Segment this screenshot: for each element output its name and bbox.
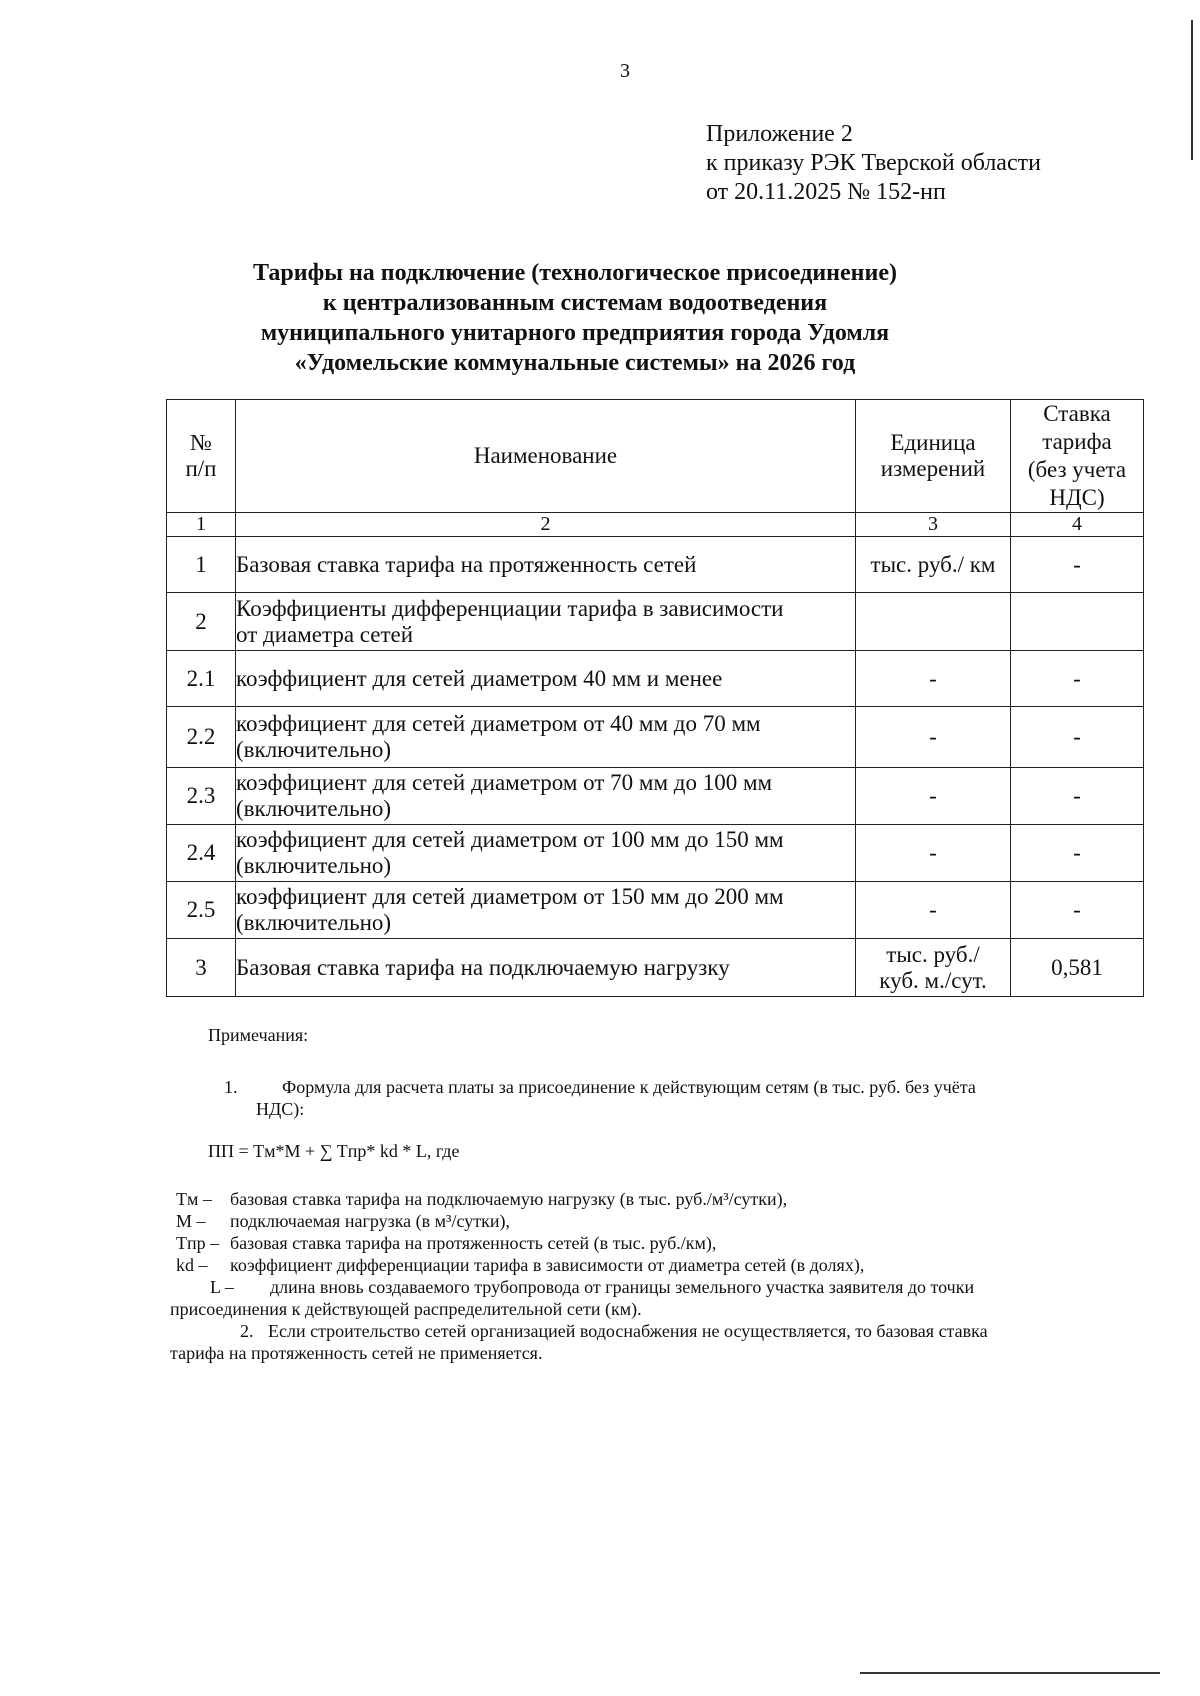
formula: ПП = Tм*M + ∑ Tпр* kd * L, где	[208, 1141, 460, 1161]
definition-symbol: Tпр –	[176, 1233, 220, 1253]
document-title	[160, 258, 990, 378]
table-row	[167, 882, 1144, 939]
note-2-text: Если строительство сетей организацией водоснабжения не осуществляется, то базовая ставка	[268, 1321, 988, 1341]
row-rate: -	[1011, 651, 1144, 707]
definition-symbol: L –	[210, 1277, 234, 1297]
row-num: 1	[167, 537, 236, 593]
definition-continuation: присоединения к действующей распределительной сети (км).	[170, 1299, 642, 1319]
table-row	[167, 537, 1144, 593]
row-rate: 0,581	[1011, 939, 1144, 997]
header-num: № п/п	[167, 400, 236, 513]
row-name: коэффициент для сетей диаметром от 70 мм до 100 мм (включительно)	[236, 768, 856, 825]
row-num: 2.4	[167, 825, 236, 882]
row-name: коэффициент для сетей диаметром от 100 мм до 150 мм (включительно)	[236, 825, 856, 882]
table-row	[167, 707, 1144, 768]
title-line-4: «Удомельские коммунальные системы» на 2026 год	[294, 350, 856, 376]
definition-text: длина вновь создаваемого трубопровода от границы земельного участка заявителя до точки	[270, 1277, 975, 1297]
tariffs-table	[166, 399, 1144, 997]
row-unit: тыс. руб./ км	[856, 537, 1011, 593]
row-unit: -	[856, 825, 1011, 882]
appendix-line-2: к приказу РЭК Тверской области	[706, 150, 1041, 176]
row-num: 2.1	[167, 651, 236, 707]
header-rate: Ставка тарифа (без учета НДС)	[1011, 400, 1144, 513]
definition-text: базовая ставка тарифа на протяженность сетей (в тыс. руб./км),	[230, 1233, 717, 1253]
footer-rule	[860, 1672, 1160, 1674]
notes-heading: Примечания:	[208, 1025, 309, 1045]
col-number: 2	[236, 513, 856, 537]
note-1	[224, 1076, 1174, 1120]
title-line-1: Тарифы на подключение (технологическое присоединение)	[253, 260, 897, 286]
note-1-text: Формула для расчета платы за присоединение к действующим сетям (в тыс. руб. без учёта	[282, 1077, 976, 1097]
header-unit: Единица измерений	[856, 400, 1011, 513]
table-header-row	[167, 400, 1144, 513]
row-name: коэффициент для сетей диаметром 40 мм и менее	[236, 651, 856, 707]
appendix-header	[706, 120, 1041, 207]
row-rate	[1011, 593, 1144, 651]
col-number: 1	[167, 513, 236, 537]
row-name: Базовая ставка тарифа на протяженность сетей	[236, 537, 856, 593]
table-row	[167, 825, 1144, 882]
row-num: 2.5	[167, 882, 236, 939]
header-name: Наименование	[236, 400, 856, 513]
note-2-text-cont: тарифа на протяженность сетей не применяется.	[170, 1343, 543, 1363]
row-num: 2.3	[167, 768, 236, 825]
table-row	[167, 939, 1144, 997]
table-row	[167, 593, 1144, 651]
row-rate: -	[1011, 537, 1144, 593]
page-number: 3	[620, 60, 630, 82]
col-number: 3	[856, 513, 1011, 537]
definition-symbol: M –	[176, 1211, 206, 1231]
title-line-2: к централизованным системам водоотведения	[322, 290, 828, 316]
definition-row	[176, 1188, 1116, 1210]
row-name: коэффициент для сетей диаметром от 150 мм до 200 мм (включительно)	[236, 882, 856, 939]
row-name: Коэффициенты дифференциации тарифа в зависимости от диаметра сетей	[236, 593, 856, 651]
row-unit: -	[856, 882, 1011, 939]
definition-row	[176, 1210, 1116, 1232]
row-num: 3	[167, 939, 236, 997]
row-unit: -	[856, 768, 1011, 825]
row-unit: -	[856, 707, 1011, 768]
title-line-3: муниципального унитарного предприятия города Удомля	[260, 320, 890, 346]
scan-right-border	[1191, 20, 1193, 160]
appendix-line-3: от 20.11.2025 № 152-нп	[706, 179, 946, 205]
note-1-text-cont: НДС):	[256, 1099, 305, 1119]
row-rate: -	[1011, 707, 1144, 768]
definition-row	[210, 1276, 1150, 1298]
row-rate: -	[1011, 882, 1144, 939]
definition-text: базовая ставка тарифа на подключаемую нагрузку (в тыс. руб./м³/сутки),	[230, 1189, 788, 1209]
row-unit: тыс. руб./ куб. м./сут.	[856, 939, 1011, 997]
row-unit	[856, 593, 1011, 651]
note-2	[170, 1320, 1120, 1364]
appendix-line-1: Приложение 2	[706, 121, 853, 147]
row-unit: -	[856, 651, 1011, 707]
definition-text: подключаемая нагрузка (в м³/сутки),	[230, 1211, 510, 1231]
column-number-row	[167, 513, 1144, 537]
note-2-number: 2.	[240, 1321, 254, 1341]
table-row	[167, 651, 1144, 707]
definition-text: коэффициент дифференциации тарифа в зависимости от диаметра сетей (в долях),	[230, 1255, 865, 1275]
definition-row	[176, 1254, 1116, 1276]
col-number: 4	[1011, 513, 1144, 537]
row-num: 2.2	[167, 707, 236, 768]
row-rate: -	[1011, 825, 1144, 882]
definition-symbol: Tм –	[176, 1189, 212, 1209]
definition-symbol: kd –	[176, 1255, 208, 1275]
row-name: Базовая ставка тарифа на подключаемую нагрузку	[236, 939, 856, 997]
note-1-number: 1.	[224, 1077, 238, 1097]
definition-row	[176, 1232, 1116, 1254]
row-name: коэффициент для сетей диаметром от 40 мм до 70 мм (включительно)	[236, 707, 856, 768]
row-rate: -	[1011, 768, 1144, 825]
row-num: 2	[167, 593, 236, 651]
table-row	[167, 768, 1144, 825]
